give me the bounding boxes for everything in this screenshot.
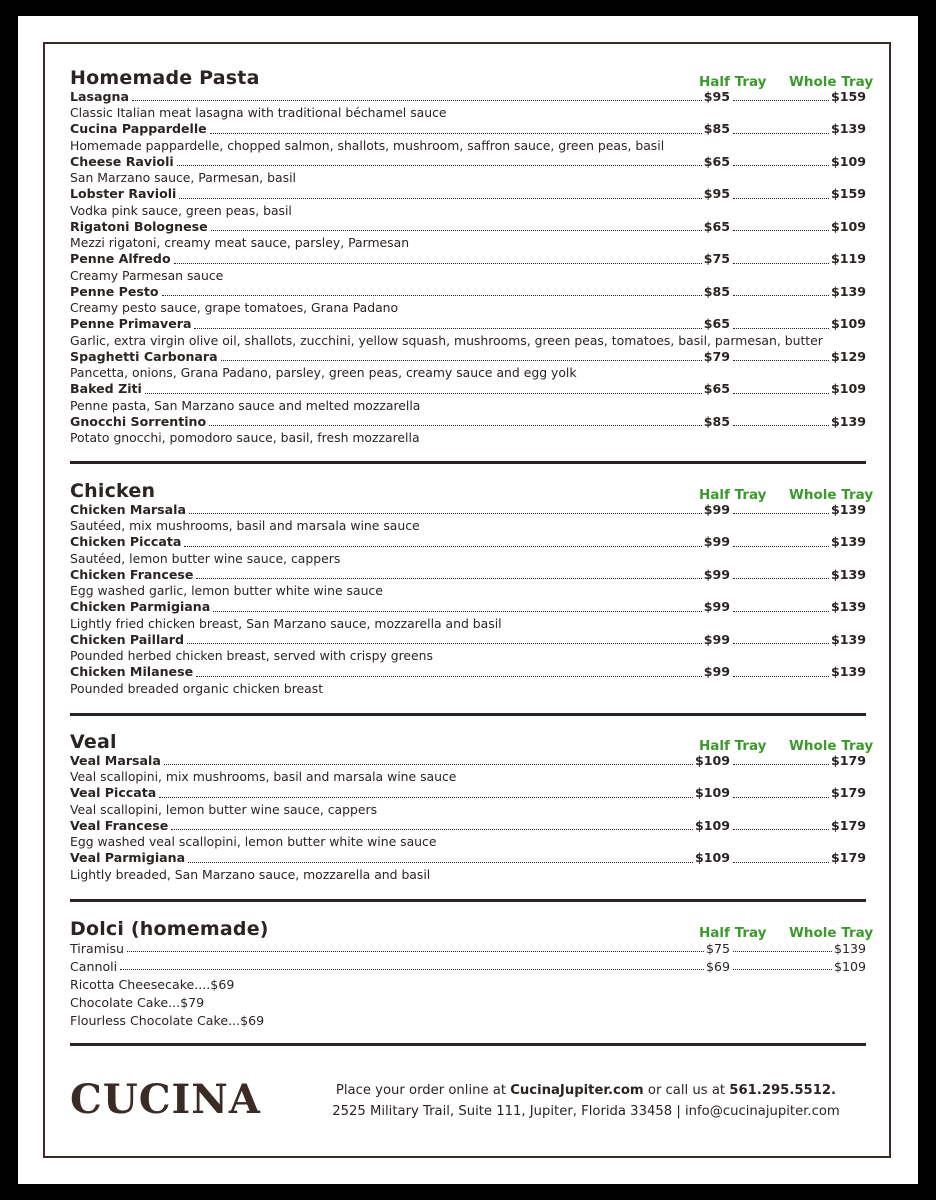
menu-item-row (70, 381, 866, 397)
whole-tray-price: $109 (830, 153, 866, 169)
menu-item-row (70, 664, 866, 680)
half-tray-header: Half Tray (699, 738, 767, 754)
section-title: Homemade Pasta (70, 67, 260, 89)
half-tray-price: $95 (703, 89, 730, 104)
half-tray-price: $95 (703, 186, 730, 202)
half-tray-price: $109 (694, 753, 730, 768)
menu-item-row (70, 121, 866, 137)
whole-tray-price: $109 (830, 381, 866, 397)
whole-tray-price: $179 (830, 753, 866, 768)
whole-tray-price: $139 (830, 502, 866, 517)
section-divider (70, 713, 866, 716)
item-description: Potato gnocchi, pomodoro sauce, basil, fresh mozzarella (70, 430, 420, 446)
contact-info (300, 1080, 872, 1122)
item-name: Veal Marsala (70, 753, 161, 768)
item-description: San Marzano sauce, Parmesan, basil (70, 170, 296, 186)
section-dolci (70, 918, 874, 1030)
menu-item-row (70, 154, 866, 170)
half-tray-price: $85 (703, 121, 730, 137)
dot-leader (733, 781, 829, 797)
item-name: Chicken Piccata (70, 534, 182, 550)
whole-tray-price: $139 (830, 599, 866, 615)
dot-leader (733, 215, 829, 231)
item-name: Veal Piccata (70, 785, 157, 801)
item-description: Lightly breaded, San Marzano sauce, mozzarella and basil (70, 866, 431, 882)
item-name: Lasagna (70, 89, 129, 104)
dessert-single-list (70, 976, 866, 1030)
menu-item-row (70, 414, 866, 430)
item-name: Baked Ziti (70, 381, 142, 397)
section-veal (70, 731, 874, 883)
item-name: Penne Primavera (70, 316, 192, 332)
dot-leader (733, 182, 829, 198)
whole-tray-price: $109 (830, 316, 866, 332)
whole-tray-header: Whole Tray (789, 487, 874, 503)
menu-item-row (70, 251, 866, 267)
item-list (70, 89, 866, 446)
dot-leader (733, 345, 829, 361)
half-tray-price: $99 (703, 566, 730, 582)
section-divider (70, 899, 866, 902)
item-description: Lightly fried chicken breast, San Marzano sauce, mozzarella and basil (70, 615, 502, 631)
half-tray-price: $85 (703, 413, 730, 429)
item-name: Veal Francese (70, 817, 169, 833)
half-tray-header: Half Tray (699, 487, 767, 503)
item-description: Creamy Parmesan sauce (70, 267, 224, 283)
item-description: Sautéed, lemon butter wine sauce, cappers (70, 550, 341, 566)
address-line: 2525 Military Trail, Suite 111, Jupiter, Florida 33458 | info@cucinajupiter.com (332, 1104, 840, 1119)
item-name: Penne Alfredo (70, 251, 171, 267)
menu-item-row (70, 316, 866, 332)
order-line (300, 1080, 872, 1101)
dot-leader (159, 781, 693, 797)
half-tray-price: $99 (703, 631, 730, 647)
dot-leader (733, 954, 832, 970)
item-name: Cucina Pappardelle (70, 121, 207, 137)
item-description: Pounded herbed chicken breast, served with crispy greens (70, 648, 433, 664)
half-tray-price: $109 (694, 850, 730, 866)
whole-tray-price: $119 (830, 251, 866, 267)
half-tray-price: $99 (703, 664, 730, 680)
dot-leader (188, 846, 693, 862)
dessert-item: Ricotta Cheesecake....$69 (70, 977, 235, 992)
half-tray-price: $65 (703, 381, 730, 397)
half-tray-price: $65 (703, 153, 730, 169)
item-description: Homemade pappardelle, chopped salmon, shallots, mushroom, saffron sauce, green peas, basil (70, 137, 665, 153)
dot-leader (162, 280, 702, 296)
whole-tray-header: Whole Tray (789, 738, 874, 754)
menu-item-row (70, 785, 866, 801)
item-name: Spaghetti Carbonara (70, 348, 218, 364)
menu-item-row (70, 567, 866, 583)
dot-leader (120, 954, 704, 970)
item-name: Chicken Parmigiana (70, 599, 211, 615)
menu-item-row (70, 534, 866, 550)
item-name: Chicken Marsala (70, 502, 186, 517)
dot-leader (733, 563, 829, 579)
dot-leader (127, 936, 704, 952)
whole-tray-price: $109 (833, 959, 866, 974)
section-divider (70, 1043, 866, 1046)
dot-leader (733, 530, 829, 546)
whole-tray-price: $139 (830, 283, 866, 299)
dot-leader (211, 215, 702, 231)
item-name: Cheese Ravioli (70, 153, 174, 169)
item-description: Garlic, extra virgin olive oil, shallots, zucchini, yellow squash, mushrooms, green peas, tomatoes, basil, parmesan, butter (70, 332, 823, 348)
menu-item-row (70, 599, 866, 615)
dot-leader (174, 247, 702, 263)
menu-item-row (70, 958, 866, 976)
whole-tray-price: $139 (830, 664, 866, 680)
menu-item-row (70, 753, 866, 769)
menu-item-row (70, 850, 866, 866)
dot-leader (221, 345, 702, 361)
item-name: Chicken Francese (70, 566, 194, 582)
dot-leader (733, 498, 829, 514)
order-mid: or call us at (643, 1083, 730, 1098)
dot-leader (179, 182, 702, 198)
dot-leader (733, 628, 829, 644)
whole-tray-price: $139 (830, 121, 866, 137)
half-tray-price: $109 (694, 817, 730, 833)
cucina-logo: CUCINA (70, 1076, 261, 1123)
dot-leader (733, 936, 832, 952)
dot-leader (733, 247, 829, 263)
item-description: Veal scallopini, lemon butter wine sauce, cappers (70, 801, 378, 817)
dot-leader (733, 846, 829, 862)
whole-tray-price: $179 (830, 850, 866, 866)
half-tray-price: $69 (705, 959, 730, 974)
dessert-item: Flourless Chocolate Cake...$69 (70, 1013, 265, 1028)
half-tray-header: Half Tray (699, 925, 767, 941)
half-tray-price: $85 (703, 283, 730, 299)
whole-tray-price: $139 (830, 566, 866, 582)
item-name: Veal Parmigiana (70, 850, 186, 866)
whole-tray-price: $139 (833, 941, 866, 956)
whole-tray-price: $159 (830, 186, 866, 202)
dessert-tray-list (70, 940, 866, 976)
item-name: Tiramisu (70, 941, 125, 956)
website-link[interactable]: CucinaJupiter.com (510, 1083, 644, 1098)
item-name: Gnocchi Sorrentino (70, 413, 207, 429)
dot-leader (196, 563, 702, 579)
section-title: Dolci (homemade) (70, 918, 269, 940)
half-tray-price: $65 (703, 316, 730, 332)
item-description: Sautéed, mix mushrooms, basil and marsala wine sauce (70, 518, 420, 534)
dot-leader (733, 117, 829, 133)
dot-leader (171, 814, 693, 830)
whole-tray-price: $129 (830, 348, 866, 364)
half-tray-price: $109 (694, 785, 730, 801)
dot-leader (733, 312, 829, 328)
item-list (70, 753, 866, 883)
phone-number[interactable]: 561.295.5512. (729, 1083, 837, 1098)
menu-item-row (70, 186, 866, 202)
item-description: Penne pasta, San Marzano sauce and melted mozzarella (70, 397, 421, 413)
dot-leader (210, 117, 702, 133)
whole-tray-price: $109 (830, 218, 866, 234)
dot-leader (184, 530, 702, 546)
half-tray-price: $65 (703, 218, 730, 234)
item-description: Pancetta, onions, Grana Padano, parsley, green peas, creamy sauce and egg yolk (70, 365, 577, 381)
whole-tray-price: $179 (830, 785, 866, 801)
half-tray-price: $79 (703, 348, 730, 364)
item-description: Veal scallopini, mix mushrooms, basil and marsala wine sauce (70, 769, 457, 785)
dot-leader (164, 749, 693, 765)
whole-tray-header: Whole Tray (789, 74, 874, 90)
item-name: Penne Pesto (70, 283, 159, 299)
dessert-item: Chocolate Cake...$79 (70, 995, 205, 1010)
item-name: Rigatoni Bolognese (70, 218, 208, 234)
half-tray-price: $99 (703, 534, 730, 550)
dot-leader (733, 814, 829, 830)
section-title: Chicken (70, 480, 156, 502)
whole-tray-price: $159 (830, 89, 866, 104)
dot-leader (194, 312, 702, 328)
half-tray-price: $99 (703, 599, 730, 615)
item-description: Pounded breaded organic chicken breast (70, 680, 324, 696)
dot-leader (132, 85, 702, 101)
whole-tray-price: $139 (830, 413, 866, 429)
menu-item-row (70, 818, 866, 834)
item-description: Classic Italian meat lasagna with traditional béchamel sauce (70, 105, 447, 121)
item-name: Chicken Milanese (70, 664, 194, 680)
half-tray-header: Half Tray (699, 74, 767, 90)
dot-leader (733, 280, 829, 296)
dot-leader (177, 150, 702, 166)
dot-leader (196, 660, 702, 676)
item-name: Cannoli (70, 959, 118, 974)
item-list (70, 502, 866, 697)
item-description: Egg washed veal scallopini, lemon butter white wine sauce (70, 834, 437, 850)
whole-tray-price: $179 (830, 817, 866, 833)
dot-leader (213, 595, 702, 611)
menu-item-row (70, 219, 866, 235)
half-tray-price: $75 (703, 251, 730, 267)
dot-leader (189, 498, 702, 514)
section-title: Veal (70, 731, 117, 753)
whole-tray-price: $139 (830, 631, 866, 647)
item-name: Chicken Paillard (70, 631, 184, 647)
order-prefix: Place your order online at (335, 1083, 511, 1098)
section-pasta (70, 67, 874, 446)
whole-tray-header: Whole Tray (789, 925, 874, 941)
item-description: Creamy pesto sauce, grape tomatoes, Grana Padano (70, 300, 399, 316)
dot-leader (145, 377, 702, 393)
item-description: Vodka pink sauce, green peas, basil (70, 202, 292, 218)
dot-leader (187, 628, 702, 644)
item-name: Lobster Ravioli (70, 186, 177, 202)
section-divider (70, 461, 866, 464)
dot-leader (209, 410, 702, 426)
menu-item-row (70, 502, 866, 518)
dot-leader (733, 377, 829, 393)
menu-item-row (70, 349, 866, 365)
dot-leader (733, 660, 829, 676)
menu-item-row (70, 632, 866, 648)
half-tray-price: $75 (705, 941, 730, 956)
dot-leader (733, 410, 829, 426)
dot-leader (733, 749, 829, 765)
half-tray-price: $99 (703, 502, 730, 517)
dot-leader (733, 150, 829, 166)
item-description: Egg washed garlic, lemon butter white wine sauce (70, 583, 383, 599)
menu-item-row (70, 89, 866, 105)
menu-item-row (70, 284, 866, 300)
dot-leader (733, 595, 829, 611)
whole-tray-price: $139 (830, 534, 866, 550)
item-description: Mezzi rigatoni, creamy meat sauce, parsley, Parmesan (70, 235, 410, 251)
dot-leader (733, 85, 829, 101)
section-chicken (70, 480, 874, 697)
